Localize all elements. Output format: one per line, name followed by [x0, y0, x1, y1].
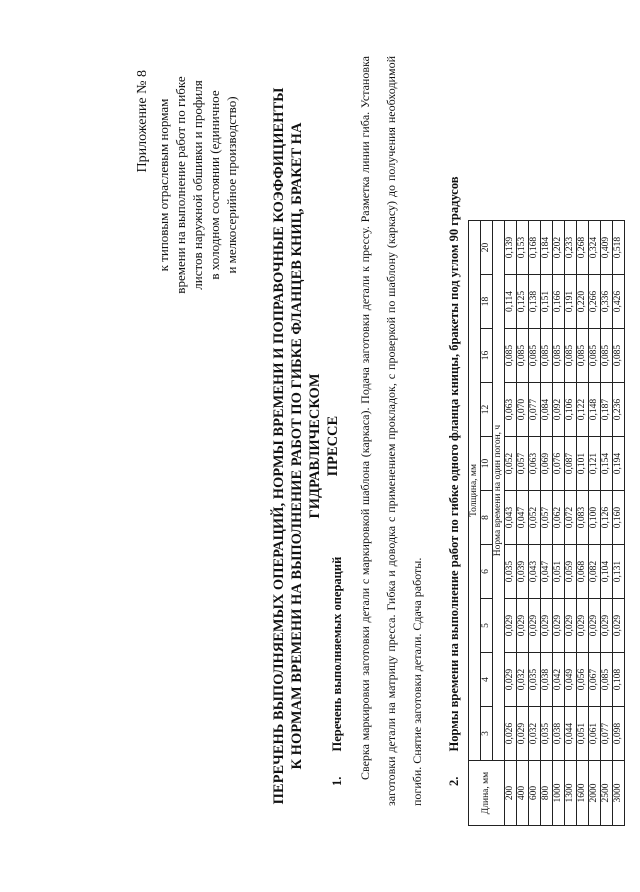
table-row: [541, 221, 553, 826]
norm-value-cell: 0,047: [517, 491, 529, 545]
norm-value-cell: 0,063: [529, 437, 541, 491]
section-title: Перечень выполняемых операций: [330, 556, 344, 752]
appendix-line: времени на выполнение работ по гибке: [173, 76, 188, 294]
norm-value-cell: 0,085: [553, 329, 565, 383]
thickness-cell: 8: [481, 491, 493, 545]
norm-value-cell: 0,085: [541, 329, 553, 383]
norm-value-cell: 0,068: [577, 545, 589, 599]
norm-value-cell: 0,029: [505, 653, 517, 707]
thickness-cell: 6: [481, 545, 493, 599]
norm-value-cell: 0,268: [577, 221, 589, 275]
norm-value-cell: 0,026: [505, 707, 517, 761]
length-cell: 600: [529, 761, 541, 826]
length-cell: 1300: [565, 761, 577, 826]
norm-value-cell: 0,029: [517, 599, 529, 653]
norm-value-cell: 0,336: [601, 275, 613, 329]
norm-value-cell: 0,184: [541, 221, 553, 275]
norm-value-cell: 0,038: [553, 707, 565, 761]
norm-value-cell: 0,148: [589, 383, 601, 437]
norm-value-cell: 0,168: [529, 221, 541, 275]
norm-value-cell: 0,085: [577, 329, 589, 383]
norm-value-cell: 0,049: [565, 653, 577, 707]
length-cell: 2500: [601, 761, 613, 826]
norm-value-cell: 0,072: [565, 491, 577, 545]
norm-value-cell: 0,324: [589, 221, 601, 275]
norm-value-cell: 0,100: [589, 491, 601, 545]
norm-value-cell: 0,122: [577, 383, 589, 437]
norm-value-cell: 0,121: [589, 437, 601, 491]
norm-value-cell: 0,108: [613, 653, 625, 707]
norm-value-cell: 0,057: [517, 437, 529, 491]
norm-value-cell: 0,029: [541, 599, 553, 653]
norm-value-cell: 0,059: [565, 545, 577, 599]
norm-value-cell: 0,070: [517, 383, 529, 437]
norm-value-cell: 0,194: [613, 437, 625, 491]
norm-value-cell: 0,131: [613, 545, 625, 599]
appendix-line: и мелкосерийное производство): [224, 96, 239, 274]
norm-value-cell: 0,029: [613, 599, 625, 653]
appendix-block: [134, 70, 240, 300]
norm-value-cell: 0,043: [505, 491, 517, 545]
norm-value-cell: 0,153: [517, 221, 529, 275]
norm-value-cell: 0,160: [613, 491, 625, 545]
norm-value-cell: 0,083: [577, 491, 589, 545]
thickness-cell: 10: [481, 437, 493, 491]
thickness-cell: 3: [481, 707, 493, 761]
length-cell: 1600: [577, 761, 589, 826]
section-title: Нормы времени на выполнение работ по гибке одного фланца кницы, бракеты под углом 90 градусов: [447, 176, 461, 752]
norm-value-cell: 0,139: [505, 221, 517, 275]
norm-value-cell: 0,029: [505, 599, 517, 653]
table-row: [589, 221, 601, 826]
norm-value-cell: 0,138: [529, 275, 541, 329]
length-cell: 3000: [613, 761, 625, 826]
norm-value-cell: 0,062: [553, 491, 565, 545]
section-number: 2.: [447, 776, 461, 786]
norm-value-cell: 0,087: [565, 437, 577, 491]
norm-value-cell: 0,029: [553, 599, 565, 653]
thickness-row: [481, 221, 493, 826]
norm-value-cell: 0,067: [589, 653, 601, 707]
norm-value-cell: 0,154: [601, 437, 613, 491]
norm-value-cell: 0,076: [553, 437, 565, 491]
appendix-line: листов наружной обшивки и профиля: [190, 80, 205, 290]
norm-value-cell: 0,106: [565, 383, 577, 437]
rotated-page: [120, 46, 640, 846]
norm-value-cell: 0,056: [577, 653, 589, 707]
section-number: 1.: [330, 776, 344, 786]
norm-value-cell: 0,051: [577, 707, 589, 761]
norm-value-cell: 0,052: [505, 437, 517, 491]
norm-value-cell: 0,029: [565, 599, 577, 653]
norm-value-cell: 0,029: [589, 599, 601, 653]
table-body: [505, 221, 625, 826]
thickness-cell: 20: [481, 221, 493, 275]
title-line: ПРЕССЕ: [325, 415, 341, 477]
norm-value-cell: 0,085: [589, 329, 601, 383]
norm-value-cell: 0,409: [601, 221, 613, 275]
length-header: Длина, мм: [469, 761, 505, 826]
norm-value-cell: 0,077: [529, 383, 541, 437]
length-cell: 400: [517, 761, 529, 826]
table-row: [601, 221, 613, 826]
norm-value-cell: 0,085: [565, 329, 577, 383]
thickness-header: Толщина, мм: [469, 221, 481, 761]
norm-value-cell: 0,518: [613, 221, 625, 275]
norm-value-cell: 0,085: [505, 329, 517, 383]
title-line: ПЕРЕЧЕНЬ ВЫПОЛНЯЕМЫХ ОПЕРАЦИЙ, НОРМЫ ВРЕМЕНИ И ПОПРАВОЧНЫЕ КОЭФФИЦИЕНТЫ: [271, 87, 287, 805]
norm-value-cell: 0,084: [541, 383, 553, 437]
page-content: [120, 46, 640, 846]
norm-value-cell: 0,085: [517, 329, 529, 383]
norm-value-cell: 0,085: [601, 329, 613, 383]
section-2-heading: [447, 176, 462, 786]
table-row: [553, 221, 565, 826]
norm-value-cell: 0,166: [553, 275, 565, 329]
norm-value-cell: 0,092: [553, 383, 565, 437]
norm-value-cell: 0,029: [601, 599, 613, 653]
appendix-reference: [155, 70, 240, 300]
norm-value-cell: 0,191: [565, 275, 577, 329]
norm-value-cell: 0,032: [529, 707, 541, 761]
length-cell: 200: [505, 761, 517, 826]
norm-value-cell: 0,077: [601, 707, 613, 761]
norm-value-cell: 0,029: [517, 707, 529, 761]
norm-value-cell: 0,042: [553, 653, 565, 707]
norm-value-cell: 0,052: [529, 491, 541, 545]
operations-paragraph: Сверка маркировки заготовки детали с маркировкой шаблона (каркаса). Подача заготовки детали к прессу. Разметка линии гиба. Установка заготовки детали на матрицу пресса. Гибка и доводка с применением прокладок, с проверкой по шаблону (каркасу) до получения необходимой погиби. Снятие заготовки детали. Сдача работы.: [358, 56, 424, 806]
norm-value-cell: 0,202: [553, 221, 565, 275]
norm-value-cell: 0,035: [541, 707, 553, 761]
norm-value-cell: 0,069: [541, 437, 553, 491]
table-row: [565, 221, 577, 826]
norm-value-cell: 0,101: [577, 437, 589, 491]
norm-value-cell: 0,220: [577, 275, 589, 329]
length-cell: 800: [541, 761, 553, 826]
norm-value-cell: 0,057: [541, 491, 553, 545]
thickness-cell: 12: [481, 383, 493, 437]
norm-value-cell: 0,032: [517, 653, 529, 707]
norm-value-cell: 0,114: [505, 275, 517, 329]
appendix-line: в холодном состоянии (единичное: [207, 90, 222, 280]
norm-value-cell: 0,035: [505, 545, 517, 599]
table-row: [529, 221, 541, 826]
norm-value-cell: 0,039: [517, 545, 529, 599]
thickness-cell: 16: [481, 329, 493, 383]
title-line: К НОРМАМ ВРЕМЕНИ НА ВЫПОЛНЕНИЕ РАБОТ ПО ГИБКЕ ФЛАНЦЕВ КНИЦ, БРАКЕТ НА ГИДРАВЛИЧЕСКОМ: [289, 122, 323, 770]
norm-value-cell: 0,085: [613, 329, 625, 383]
norm-value-cell: 0,104: [601, 545, 613, 599]
norm-value-cell: 0,044: [565, 707, 577, 761]
thickness-cell: 4: [481, 653, 493, 707]
norm-value-cell: 0,082: [589, 545, 601, 599]
thickness-cell: 5: [481, 599, 493, 653]
length-cell: 1000: [553, 761, 565, 826]
norms-table: [468, 220, 625, 826]
table-row: [577, 221, 589, 826]
norm-value-cell: 0,061: [589, 707, 601, 761]
section-1-heading: [330, 557, 345, 786]
table-row: [613, 221, 625, 826]
norm-header: Норма времени на один погон, ч: [493, 221, 505, 761]
norm-value-cell: 0,029: [577, 599, 589, 653]
norm-value-cell: 0,151: [541, 275, 553, 329]
norm-value-cell: 0,236: [613, 383, 625, 437]
norm-value-cell: 0,029: [529, 599, 541, 653]
norm-value-cell: 0,085: [529, 329, 541, 383]
length-cell: 2000: [589, 761, 601, 826]
norm-value-cell: 0,038: [541, 653, 553, 707]
table-row: [505, 221, 517, 826]
norm-value-cell: 0,063: [505, 383, 517, 437]
table-row: [517, 221, 529, 826]
norm-value-cell: 0,085: [601, 653, 613, 707]
norm-value-cell: 0,098: [613, 707, 625, 761]
norm-value-cell: 0,187: [601, 383, 613, 437]
norm-value-cell: 0,043: [529, 545, 541, 599]
appendix-number: Приложение № 8: [135, 70, 150, 173]
norm-value-cell: 0,426: [613, 275, 625, 329]
appendix-line: к типовым отраслевым нормам: [156, 98, 171, 272]
norm-value-cell: 0,126: [601, 491, 613, 545]
norm-value-cell: 0,047: [541, 545, 553, 599]
norm-value-cell: 0,266: [589, 275, 601, 329]
norm-value-cell: 0,051: [553, 545, 565, 599]
thickness-cell: 18: [481, 275, 493, 329]
norm-value-cell: 0,035: [529, 653, 541, 707]
norm-value-cell: 0,125: [517, 275, 529, 329]
norm-value-cell: 0,233: [565, 221, 577, 275]
